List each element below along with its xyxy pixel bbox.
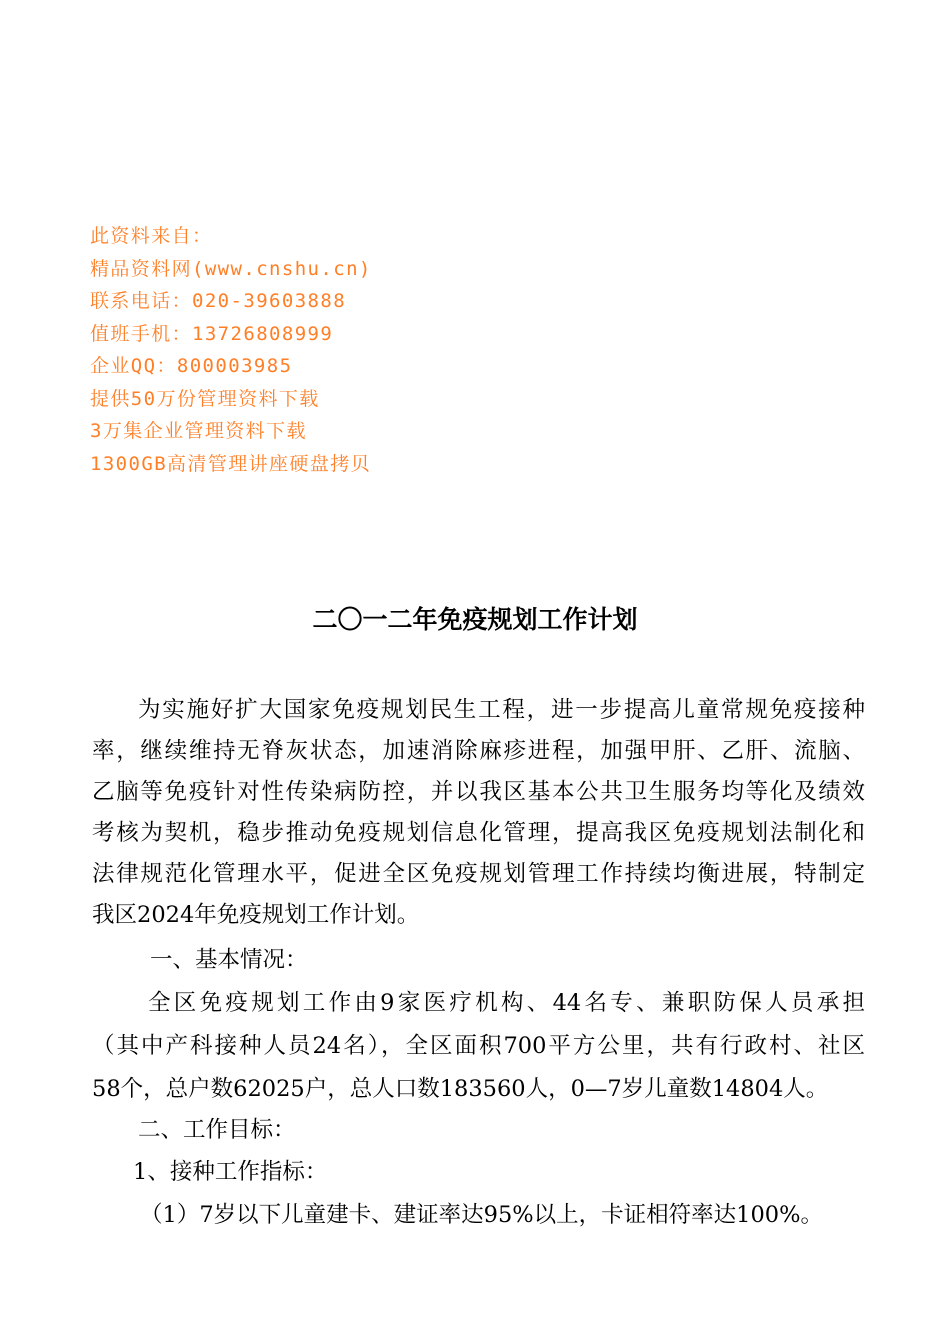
ad-line-offer-documents: 提供50万份管理资料下载	[90, 387, 320, 410]
intro-line: 率，继续维持无脊灰状态，加速消除麻疹进程，加强甲肝、乙肝、流脑、	[92, 738, 865, 764]
ad-line-offer-videos: 3万集企业管理资料下载	[90, 420, 307, 442]
ad-line-source: 此资料来自：	[90, 225, 213, 247]
ad-line-phone: 联系电话：020-39603888	[90, 290, 347, 312]
subsection-heading-vaccination-indicators: 1、接种工作指标：	[133, 1159, 328, 1185]
section-heading-basic-situation: 一、基本情况：	[150, 947, 308, 973]
basic-situation-line: （其中产科接种人员24名），全区面积700平方公里，共有行政村、社区	[92, 1033, 865, 1059]
intro-line: 乙脑等免疫针对性传染病防控，并以我区基本公共卫生服务均等化及绩效	[92, 779, 865, 805]
intro-line: 我区2024年免疫规划工作计划。	[92, 902, 420, 928]
intro-line: 为实施好扩大国家免疫规划民生工程，进一步提高儿童常规免疫接种	[138, 697, 865, 723]
section-heading-work-goals: 二、工作目标：	[138, 1117, 296, 1143]
ad-line-qq: 企业QQ：800003985	[90, 355, 293, 377]
document-title: 二〇一二年免疫规划工作计划	[312, 605, 638, 634]
ad-line-offer-lectures: 1300GB高清管理讲座硬盘拷贝	[90, 452, 372, 475]
basic-situation-line: 全区免疫规划工作由9家医疗机构、44名专、兼职防保人员承担	[148, 990, 865, 1016]
intro-line: 法律规范化管理水平，促进全区免疫规划管理工作持续均衡进展，特制定	[92, 861, 865, 887]
basic-situation-line: 58个，总户数62025户，总人口数183560人，0—7岁儿童数14804人。	[92, 1076, 829, 1102]
basic-situation-paragraph	[92, 982, 865, 1111]
intro-line: 考核为契机，稳步推动免疫规划信息化管理，提高我区免疫规划法制化和	[92, 820, 865, 846]
indicator-item-1: （1）7岁以下儿童建卡、建证率达95%以上，卡证相符率达100%。	[140, 1202, 823, 1228]
contact-ad-block	[90, 220, 590, 480]
ad-line-website: 精品资料网(www.cnshu.cn)	[90, 257, 372, 280]
intro-paragraph	[92, 690, 865, 936]
ad-line-mobile: 值班手机：13726808999	[90, 322, 334, 345]
